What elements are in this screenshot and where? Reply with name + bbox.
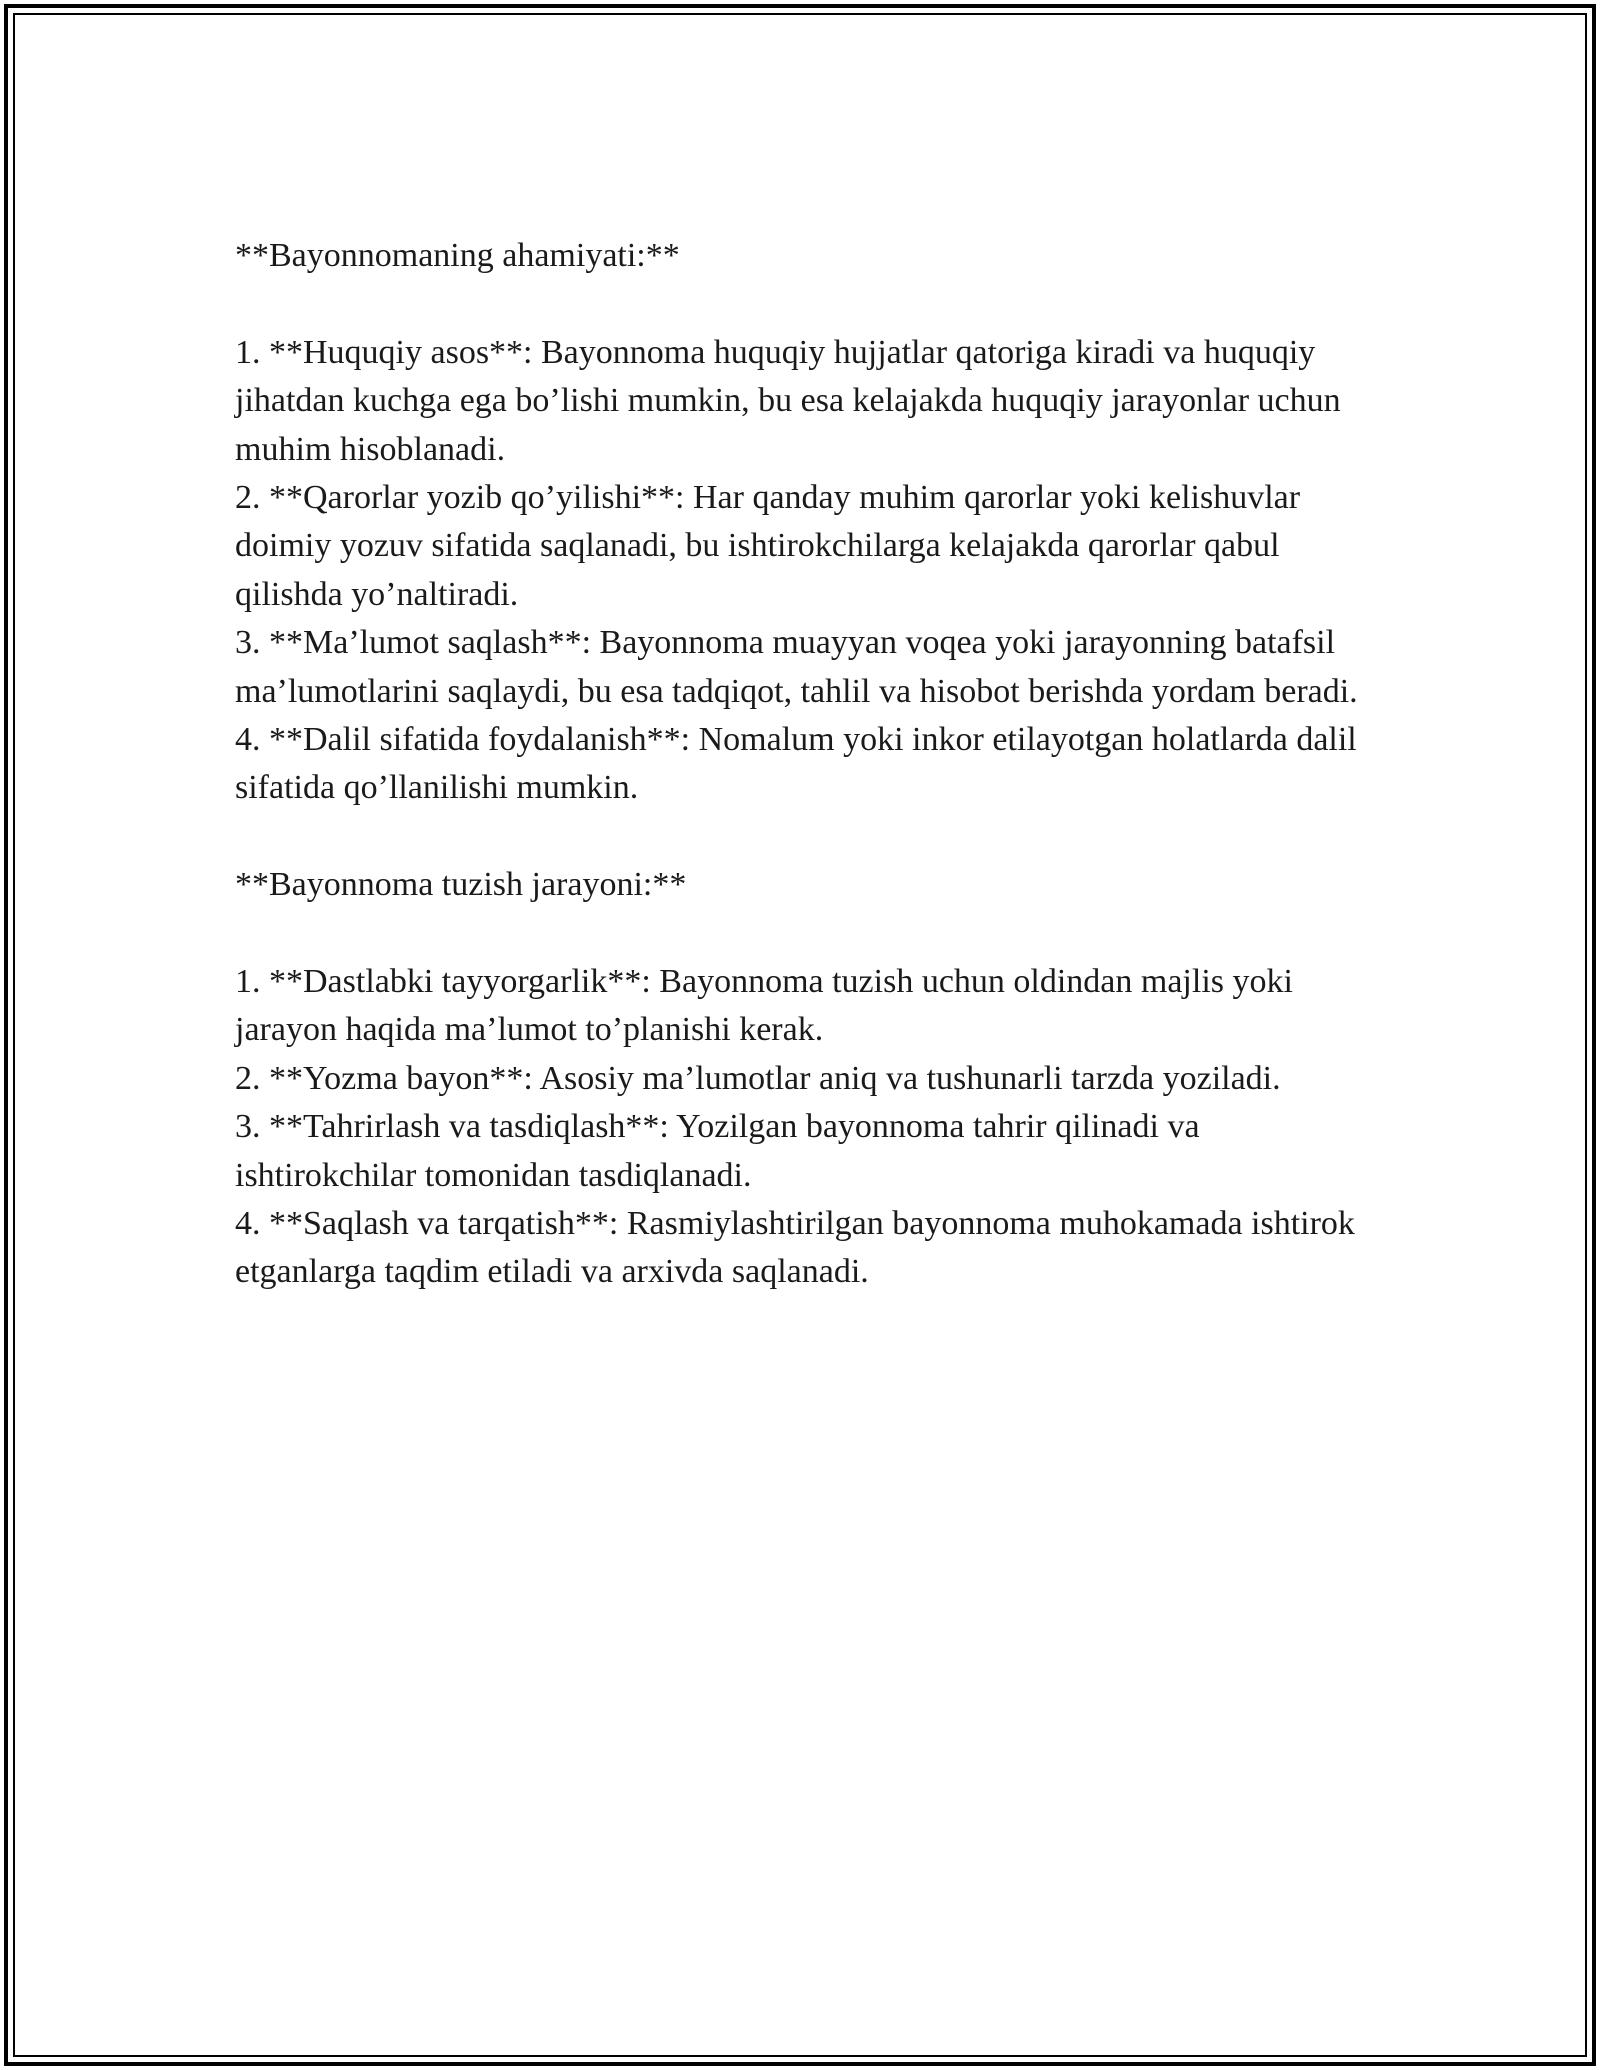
- blank-line: [235, 813, 1375, 861]
- blank-line: [235, 280, 1375, 328]
- section-heading-jarayoni: **Bayonnoma tuzish jarayoni:**: [235, 866, 687, 904]
- list-item: 1. **Dastlabki tayyorgarlik**: Bayonnoma tuzish uchun oldindan majlis yoki jarayon haqida ma’lumot to’planishi kerak.: [235, 963, 1293, 1049]
- section-heading-ahamiyati: **Bayonnomaning ahamiyati:**: [235, 237, 680, 274]
- blank-line: [235, 910, 1375, 958]
- list-item: 3. **Ma’lumot saqlash**: Bayonnoma muayyan voqea yoki jarayonning batafsil ma’lumotlarini saqlaydi, bu esa tadqiqot, tahlil va hisobot berishda yordam beradi.: [235, 624, 1358, 710]
- list-item: 2. **Yozma bayon**: Asosiy ma’lumotlar aniq va tushunarli tarzda yoziladi.: [235, 1059, 1281, 1097]
- list-item: 2. **Qarorlar yozib qo’yilishi**: Har qanday muhim qarorlar yoki kelishuvlar doimiy yozuv sifatida saqlanadi, bu ishtirokchilarga kelajakda qarorlar qabul qilishda yo’naltiradi.: [235, 479, 1301, 613]
- document-body: [235, 232, 1375, 1297]
- list-item: 4. **Dalil sifatida foydalanish**: Nomalum yoki inkor etilayotgan holatlarda dalil sifatida qo’llanilishi mumkin.: [235, 721, 1357, 807]
- ahamiyati-list: [235, 329, 1375, 813]
- jarayoni-list: [235, 958, 1375, 1297]
- list-item: 4. **Saqlash va tarqatish**: Rasmiylashtirilgan bayonnoma muhokamada ishtirok etganlarga taqdim etiladi va arxivda saqlanadi.: [235, 1205, 1355, 1291]
- list-item: 3. **Tahrirlash va tasdiqlash**: Yozilgan bayonnoma tahrir qilinadi va ishtirokchilar tomonidan tasdiqlanadi.: [235, 1108, 1200, 1194]
- list-item: 1. **Huquqiy asos**: Bayonnoma huquqiy hujjatlar qatoriga kiradi va huquqiy jihatdan kuchga ega bo’lishi mumkin, bu esa kelajakda huquqiy jarayonlar uchun muhim hisoblanadi.: [235, 333, 1341, 468]
